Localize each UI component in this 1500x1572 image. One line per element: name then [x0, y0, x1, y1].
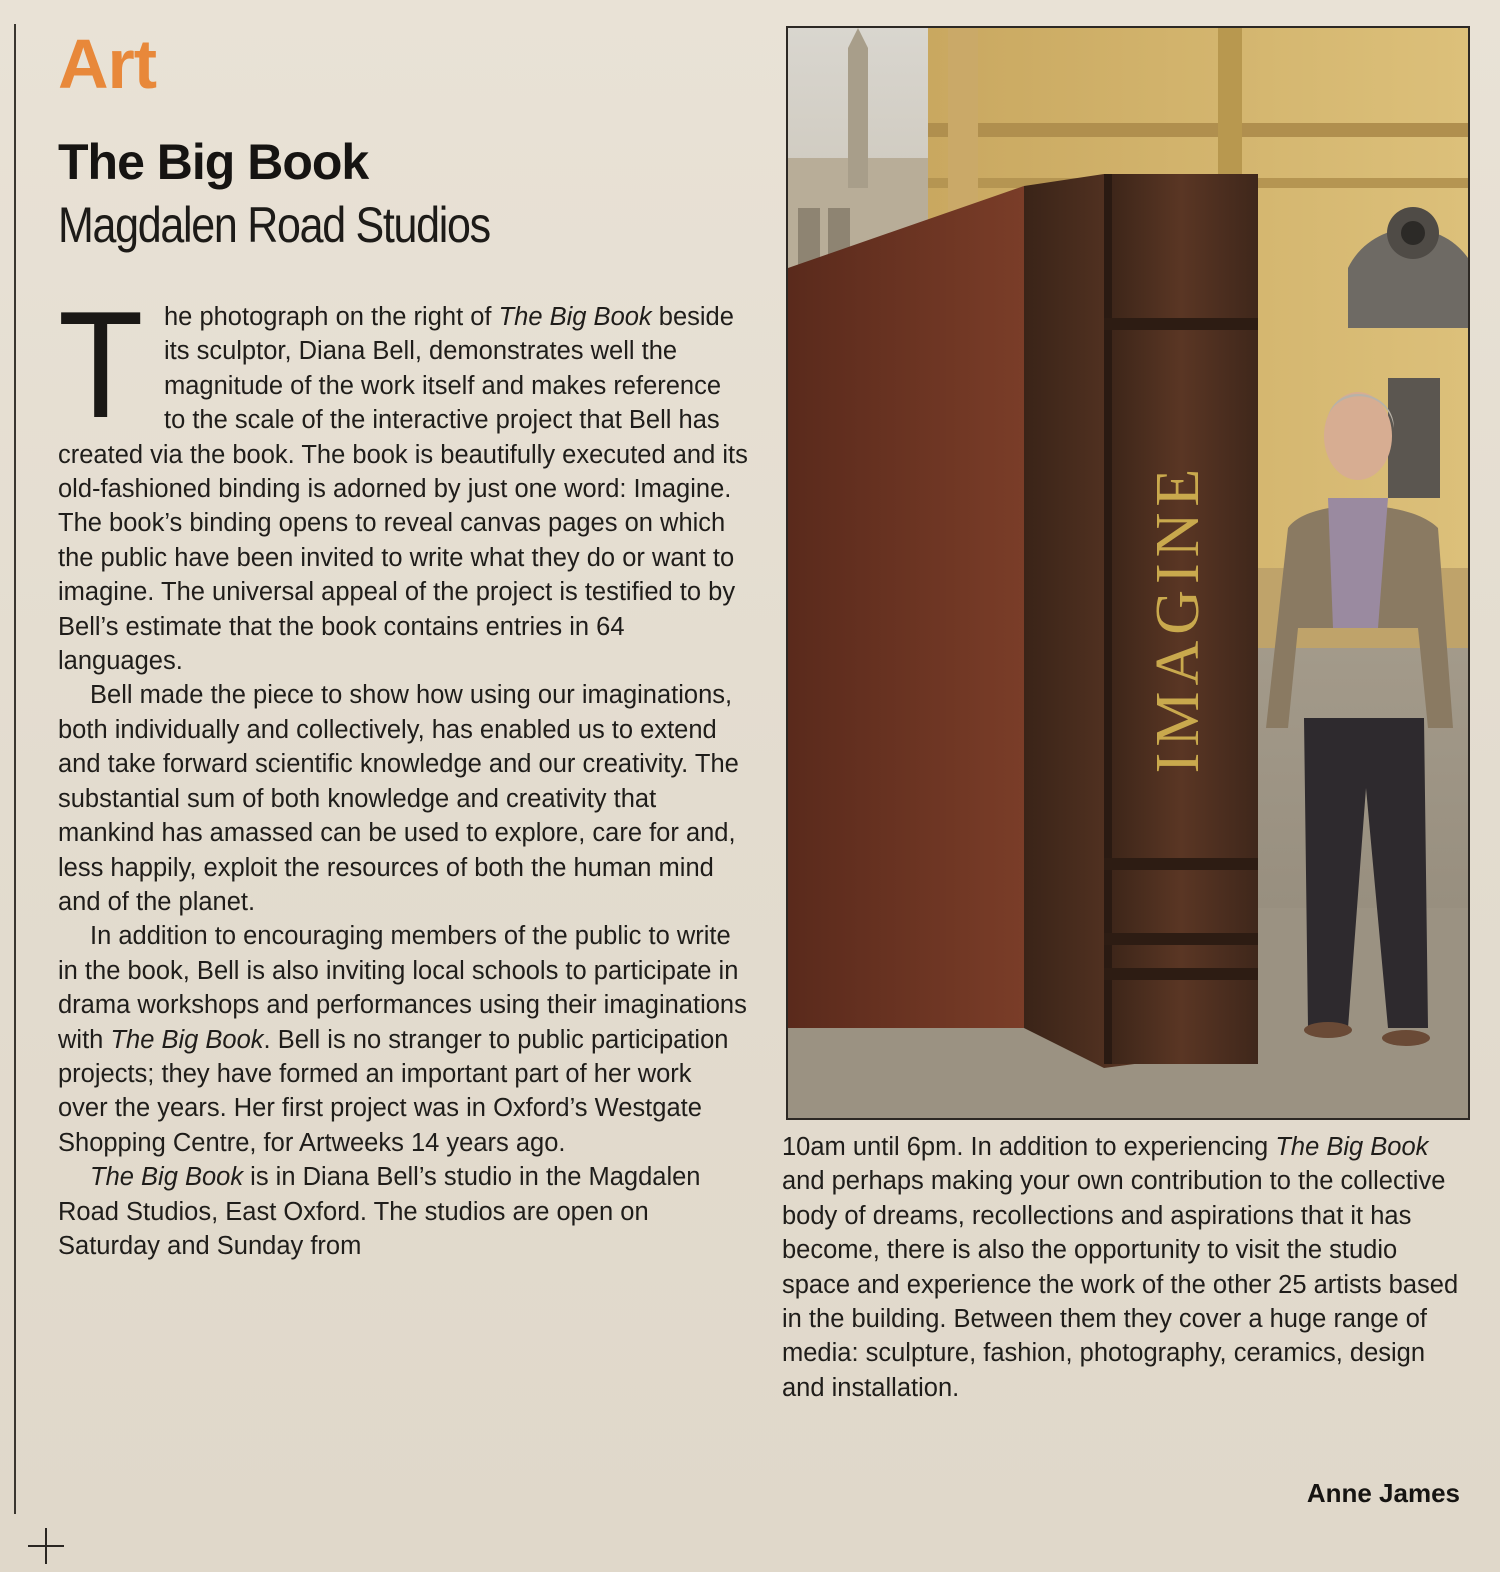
column-rule: [14, 24, 16, 1514]
paragraph-2: Bell made the piece to show how using our imaginations, both individually and collectively, has enabled us to extend and take forward scientific knowledge and our creativity. The substantial sum of both knowledge and creativity that mankind has amassed can be used to explore, care for and, less happily, exploit the resources of both the human mind and of the planet.: [58, 681, 739, 916]
article-column-right: [782, 1130, 1472, 1405]
article-column-left: [58, 280, 748, 1263]
drop-cap: T: [58, 280, 144, 450]
paragraph-5: 10am until 6pm. In addition to experiencing The Big Book and perhaps making your own contribution to the collective body of dreams, recollections and aspirations that it has become, there is also the opportunity to visit the studio space and experience the work of the other 25 artists based in the building. Between them they cover a huge range of media: sculpture, fashion, photography, ceramics, design and installation.: [782, 1133, 1459, 1402]
article-venue: Magdalen Road Studios: [58, 197, 490, 253]
article-title: The Big Book: [58, 134, 369, 190]
paragraph-4: The Big Book is in Diana Bell’s studio in the Magdalen Road Studios, East Oxford. The studios are open on Saturday and Sunday from: [58, 1163, 701, 1260]
crop-mark: [28, 1528, 64, 1564]
spine-lettering: IMAGINE: [1144, 462, 1212, 774]
paragraph-1: The photograph on the right of The Big Book beside its sculptor, Diana Bell, demonstrates well the magnitude of the work itself and makes reference to the scale of the interactive project that Bell has created via the book. The book is beautifully executed and its old-fashioned binding is adorned by just one word: Imagine. The book’s binding opens to reveal canvas pages on which the public have been invited to write what they do or want to imagine. The universal appeal of the project is testified to by Bell’s estimate that the book contains entries in 64 languages.: [58, 280, 748, 676]
article-photo: [786, 26, 1470, 1120]
paragraph-3: In addition to encouraging members of the public to write in the book, Bell is also inviting local schools to participate in drama workshops and performances using their imaginations with The Big Book. Bell is no stranger to public participation projects; they have formed an important part of her work over the years. Her first project was in Oxford’s Westgate Shopping Centre, for Artweeks 14 years ago.: [58, 922, 747, 1157]
byline: Anne James: [1306, 1478, 1460, 1508]
section-label: Art: [58, 25, 157, 103]
